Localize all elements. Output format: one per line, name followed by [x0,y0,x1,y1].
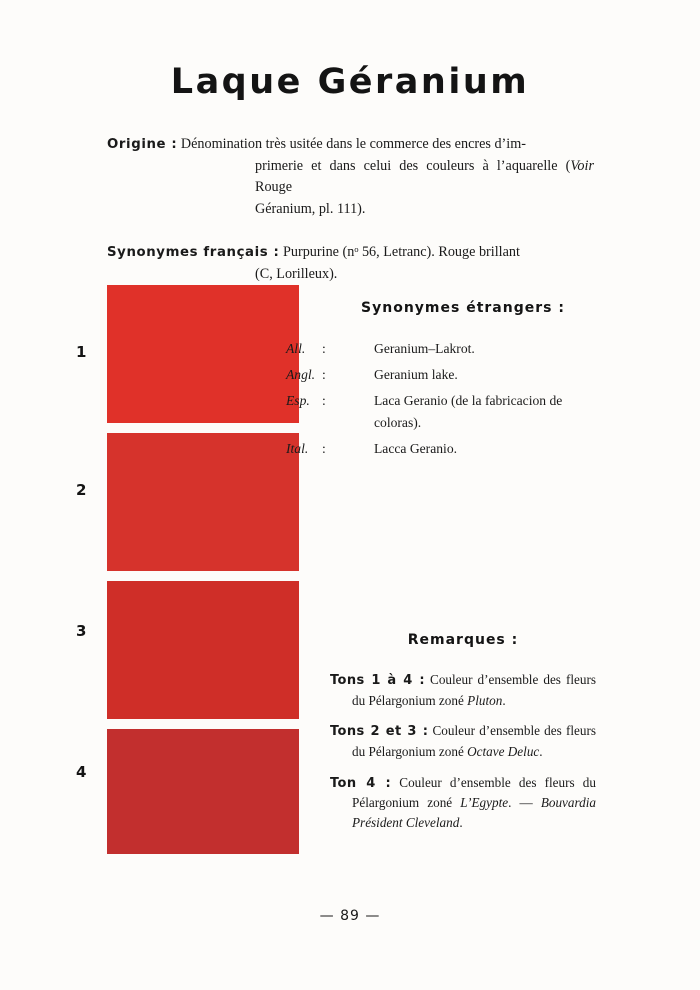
lang-value: Lacca Geranio. [374,441,458,457]
origine-label: Origine : [107,137,178,152]
origine-line2-b: Rouge [255,179,293,196]
color-swatch-2 [107,433,299,571]
remark-text-b: . — [508,795,541,811]
synonymes-francais-line1: Purpurine (nᵒ 56, Letranc). Rouge brillant [283,244,520,261]
remark-text-b: . [502,692,506,708]
origine-line3: Géranium, pl. 111). [255,200,366,217]
swatch-number-1: 1 [76,343,87,361]
page-number: — 89 — [319,908,381,924]
synonymes-etrangers-heading: Synonymes étrangers : [361,300,565,316]
remarques-list [330,670,596,833]
remark-item [330,773,596,833]
remark-item [330,670,596,710]
origine-line2 [255,156,594,199]
lang-value: Geranium–Lakrot. [374,341,475,356]
lang-colon: : [322,441,326,457]
lang-item [286,338,596,360]
remark-text-a: Couleur d’ensemble des fleurs du Pélargonium zoné [352,723,596,759]
lang-value: Geranium lake. [374,367,458,383]
remark-text-italic: Octave Deluc [467,743,540,759]
lang-item [286,438,596,460]
remarques-heading: Remarques : [407,632,519,648]
lang-key: Esp. [286,393,310,409]
color-swatch-1 [107,285,299,423]
remark-text-italic: L’Egypte [460,795,509,811]
origine-entry [107,134,594,220]
synonymes-etrangers-list [286,338,596,460]
remark-text-a: Couleur d’ensemble des fleurs du Pélargonium zoné [352,774,596,811]
definitions-block [107,134,594,299]
lang-colon: : [322,367,326,383]
synonymes-francais-entry [107,242,594,285]
synonymes-etrangers-block [286,300,596,464]
synonymes-francais-line2: (C, Lorilleux). [255,265,338,282]
color-swatch-3 [107,581,299,719]
remark-text-a: Couleur d’ensemble des fleurs du Pélargonium zoné [352,672,596,708]
remark-text-c: . [459,814,463,830]
lang-item [286,390,596,434]
lang-key: Ital. [286,441,309,457]
swatch-number-2: 2 [76,481,87,499]
lang-colon: : [322,341,326,356]
remarques-block [330,632,596,844]
origine-line2-italic: Voir [570,157,594,174]
remark-text-b: . [539,743,543,759]
lang-colon: : [322,393,326,409]
swatch-number-3: 3 [76,622,87,640]
synonymes-francais-label: Synonymes français : [107,245,280,261]
remark-label: Tons 1 à 4 : [330,673,425,688]
lang-item [286,364,596,386]
remark-text-italic: Pluton [467,692,503,708]
remark-label: Tons 2 et 3 : [330,724,429,740]
remark-label: Ton 4 : [330,775,392,791]
color-swatch-4 [107,729,299,854]
origine-line1: Dénomination très usitée dans le commerce des encres d’im- [180,136,526,152]
page-title: Laque Géranium [170,62,530,102]
lang-value: Laca Geranio (de la fabricacion de coloras). [374,393,563,431]
origine-line2-a: primerie et dans celui des couleurs à l’aquarelle ( [255,157,571,174]
lang-key: All. [286,341,306,356]
remark-item [330,721,596,761]
remark-text-italic-2: Bouvardia Président Cleveland [352,795,596,830]
lang-key: Angl. [286,367,316,383]
swatch-number-4: 4 [76,763,87,781]
